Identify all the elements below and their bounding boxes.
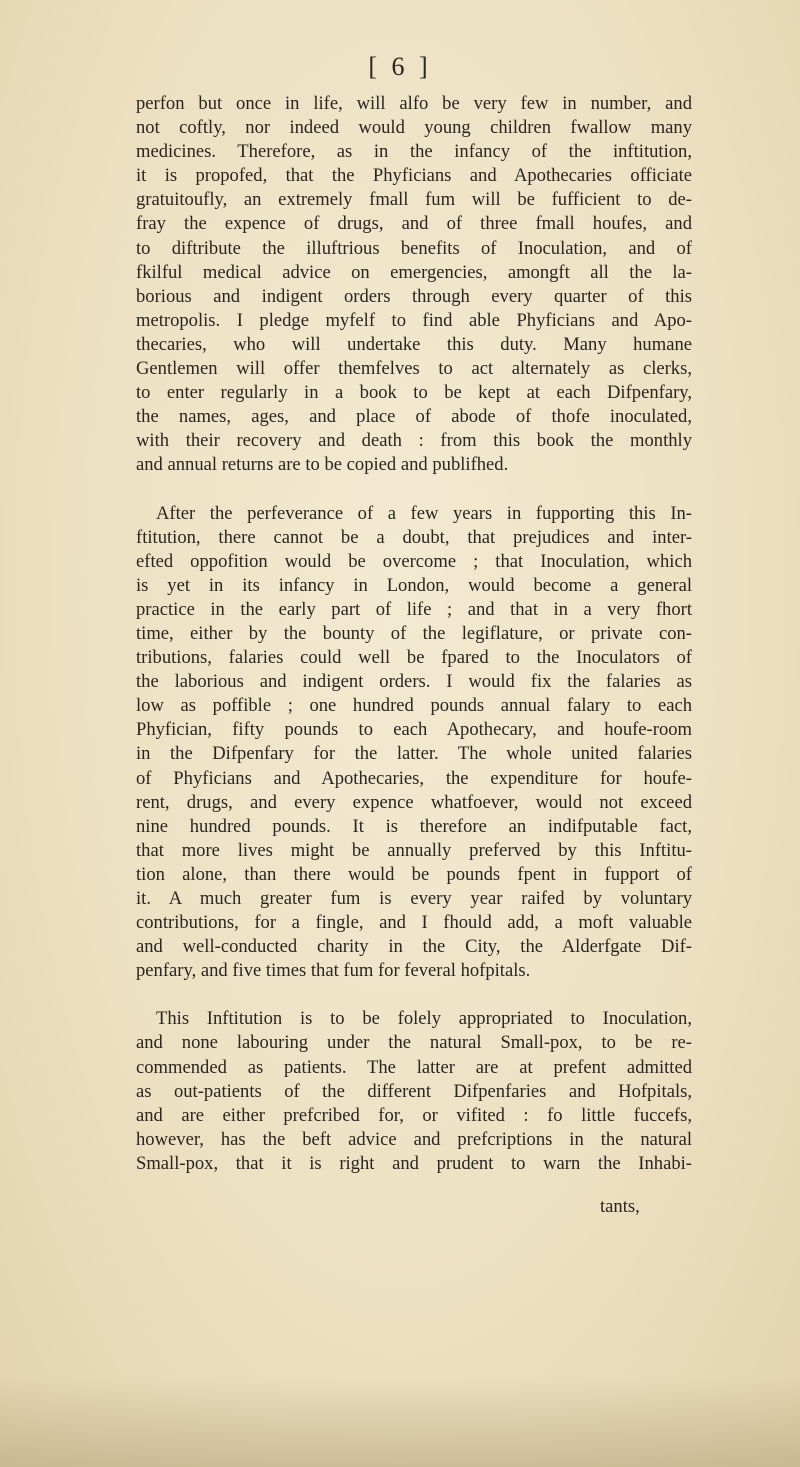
text-line: nine hundred pounds. It is therefore an indifputable fact, bbox=[136, 815, 692, 837]
text-line: fkilful medical advice on emergencies, amongft all the la- bbox=[136, 261, 692, 283]
text-line: and none labouring under the natural Small-pox, to be re- bbox=[136, 1032, 692, 1054]
text-line: tion alone, than there would be pounds fpent in fupport of bbox=[136, 863, 692, 885]
text-line: and well-conducted charity in the City, the Alderfgate Dif- bbox=[136, 936, 692, 958]
text-line: that more lives might be annually preferved by this Inftitu- bbox=[136, 839, 692, 861]
text-line: not coftly, nor indeed would young children fwallow many bbox=[136, 117, 692, 139]
text-line: is yet in its infancy in London, would become a general bbox=[136, 574, 692, 596]
text-line: the laborious and indigent orders. I would fix the falaries as bbox=[136, 671, 692, 693]
paragraph-2 bbox=[136, 502, 692, 984]
page-number-header: [ 6 ] bbox=[368, 52, 432, 81]
paragraph-gap bbox=[136, 983, 692, 1007]
text-line: as out-patients of the different Difpenfaries and Hofpitals, bbox=[136, 1080, 692, 1102]
text-line: contributions, for a fingle, and I fhould add, a moft valuable bbox=[136, 912, 692, 934]
text-line: with their recovery and death : from this book the monthly bbox=[136, 430, 692, 452]
text-line: gratuitoufly, an extremely fmall fum will be fufficient to de- bbox=[136, 189, 692, 211]
text-line: This Inftitution is to be folely appropriated to Inoculation, bbox=[156, 1008, 692, 1030]
text-line: commended as patients. The latter are at prefent admitted bbox=[136, 1056, 692, 1078]
text-line: ftitution, there cannot be a doubt, that prejudices and inter- bbox=[136, 526, 692, 548]
text-line: practice in the early part of life ; and that in a very fhort bbox=[136, 598, 692, 620]
paragraph-3 bbox=[136, 1007, 692, 1176]
body-text bbox=[136, 92, 692, 1176]
paragraph-gap bbox=[136, 478, 692, 502]
text-line: tributions, falaries could well be fpared to the Inoculators of bbox=[136, 647, 692, 669]
paragraph-1 bbox=[136, 92, 692, 478]
text-line: medicines. Therefore, as in the infancy of the inftitution, bbox=[136, 141, 692, 163]
text-line: low as poffible ; one hundred pounds annual falary to each bbox=[136, 695, 692, 717]
text-line: Gentlemen will offer themfelves to act alternately as clerks, bbox=[136, 358, 692, 380]
text-line: perfon but once in life, will alfo be very few in number, and bbox=[136, 93, 692, 114]
text-line: After the perfeverance of a few years in fupporting this In- bbox=[156, 502, 692, 524]
text-line: to diftribute the illuftrious benefits of Inoculation, and of bbox=[136, 237, 692, 259]
text-line: and are either prefcribed for, or vifited : fo little fuccefs, bbox=[136, 1104, 692, 1126]
catchword: tants, bbox=[600, 1196, 640, 1217]
text-line: of Phyficians and Apothecaries, the expenditure for houfe- bbox=[136, 767, 692, 789]
text-line: it is propofed, that the Phyficians and Apothecaries officiate bbox=[136, 165, 692, 187]
text-line: to enter regularly in a book to be kept at each Difpenfary, bbox=[136, 382, 692, 404]
text-line: penfary, and five times that fum for feveral hofpitals. bbox=[136, 960, 531, 982]
page-edge-stain bbox=[0, 1377, 800, 1467]
text-line: Phyfician, fifty pounds to each Apothecary, and houfe-room bbox=[136, 719, 692, 741]
text-line: rent, drugs, and every expence whatfoever, would not exceed bbox=[136, 791, 692, 813]
text-line: thecaries, who will undertake this duty. Many humane bbox=[136, 333, 692, 355]
text-line: Small-pox, that it is right and prudent to warn the Inhabi- bbox=[136, 1152, 692, 1174]
text-line: however, has the beft advice and prefcriptions in the natural bbox=[136, 1128, 692, 1150]
text-line: time, either by the bounty of the legiflature, or private con- bbox=[136, 622, 692, 644]
text-line: it. A much greater fum is every year raifed by voluntary bbox=[136, 888, 692, 909]
text-line: borious and indigent orders through every quarter of this bbox=[136, 285, 692, 307]
text-line: efted oppofition would be overcome ; that Inoculation, which bbox=[136, 550, 692, 572]
text-line: and annual returns are to be copied and publifhed. bbox=[136, 454, 509, 476]
text-line: fray the expence of drugs, and of three fmall houfes, and bbox=[136, 213, 692, 235]
text-line: metropolis. I pledge myfelf to find able Phyficians and Apo- bbox=[136, 309, 692, 331]
text-line: the names, ages, and place of abode of thofe inoculated, bbox=[136, 406, 692, 428]
text-line: in the Difpenfary for the latter. The whole united falaries bbox=[136, 743, 692, 765]
